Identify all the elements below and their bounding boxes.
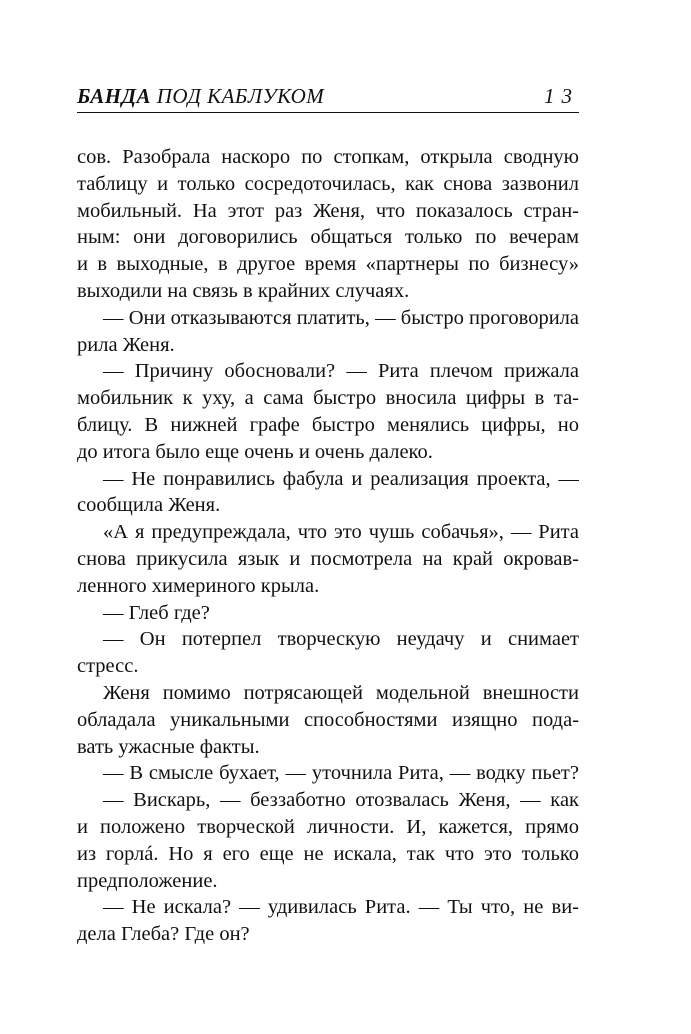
- text-line: — В смысле бухает, — уточнила Рита, — водку пьет?: [103, 762, 579, 785]
- book-title-rest: ПОД КАБЛУКОМ: [150, 84, 325, 108]
- text-line: Женя помимо потрясающей модельной внешности: [103, 681, 579, 704]
- text-line: дела Глеба? Где он?: [77, 923, 250, 946]
- text-line: — Не понравились фабула и реализация проекта, —: [103, 467, 579, 490]
- book-page: [77, 0, 579, 1034]
- text-line: сов. Разобрала наскоро по стопкам, открыла сводную: [77, 146, 579, 168]
- text-line: ным: они договорились общаться только по вечерам: [77, 226, 579, 249]
- running-header: [77, 82, 579, 113]
- text-line: и в выходные, в другое время «партнеры по бизнесу»: [77, 253, 579, 276]
- text-line: «А я предупреждала, что это чушь собачья», — Рита: [103, 521, 579, 544]
- text-line: предположение.: [77, 869, 218, 892]
- text-line: и положено творческой личности. И, кажется, прямо: [77, 815, 579, 838]
- text-line: — Вискарь, — беззаботно отозвалась Женя, — как: [103, 789, 579, 812]
- text-line: — Причину обосновали? — Рита плечом прижала: [103, 360, 579, 383]
- text-line: обладала уникальными способностями изящно пода-: [77, 708, 579, 731]
- text-line: — Он потерпел творческую неудачу и снимает: [103, 628, 579, 651]
- text-line: из горлá. Но я его еще не искала, так что это только: [77, 842, 579, 865]
- text-line: блицу. В нижней графе быстро менялись цифры, но: [77, 413, 579, 436]
- book-title-bold: БАНДА: [77, 84, 151, 108]
- text-line: мобильник к уху, а сама быстро вносила цифры в та-: [77, 387, 579, 410]
- text-line: стресс.: [77, 655, 139, 678]
- body-text: [77, 144, 579, 948]
- text-line: — Не искала? — удивилась Рита. — Ты что, не ви-: [103, 896, 579, 919]
- page-number: 13: [544, 84, 579, 108]
- text-line: — Они отказываются платить, — быстро проговорила: [103, 306, 579, 329]
- text-line: мобильный. На этот раз Женя, что показалось стран-: [77, 199, 579, 222]
- text-line: вать ужасные факты.: [77, 735, 260, 758]
- text-line: ленного химериного крыла.: [77, 574, 320, 597]
- book-title: [77, 82, 324, 110]
- text-line: — Глеб где?: [103, 601, 210, 624]
- text-line: сообщила Женя.: [77, 494, 221, 517]
- text-line: до итога было еще очень и очень далеко.: [77, 440, 433, 463]
- text-line: рила Женя.: [77, 333, 175, 356]
- text-line: выходили на связь в крайних случаях.: [77, 279, 410, 302]
- text-line: таблицу и только сосредоточилась, как снова зазвонил: [77, 172, 579, 195]
- text-line: снова прикусила язык и посмотрела на край окровав-: [77, 547, 579, 570]
